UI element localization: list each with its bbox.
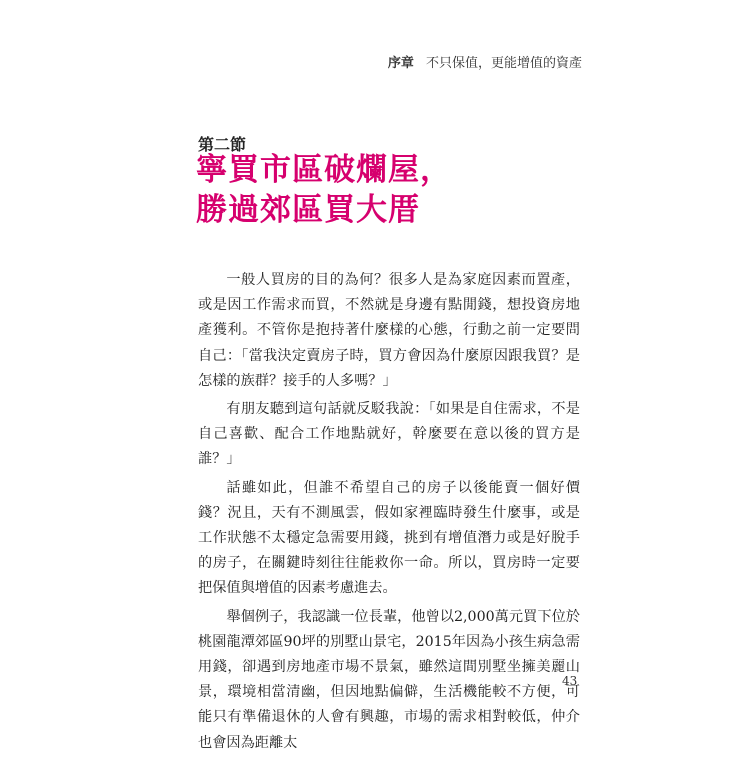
paragraph: 有朋友聽到這句話就反駁我說：「如果是自住需求，不是自己喜歡、配合工作地點就好，幹麼要在意以後的買方是誰？」	[198, 401, 580, 468]
paragraph: 舉個例子，我認識一位長輩，他曾以2,000萬元買下位於桃園龍潭郊區90坪的別墅山景宅，2015年因為小孩生病急需用錢，卻遇到房地產市場不景氣，雖然這間別墅坐擁美麗山景，環境相當清幽，但因地點偏僻，生活機能較不方便，可能只有準備退休的人會有興趣，市場的需求相對較低，仲介也會因為距離太	[198, 608, 580, 751]
page-number: 43	[562, 674, 578, 688]
running-header	[388, 52, 582, 71]
paragraph: 話雖如此，但誰不希望自己的房子以後能賣一個好價錢？況且，天有不測風雲，假如家裡臨時發生什麼事，或是工作狀態不太穩定急需要用錢，挑到有增值潛力或是好脫手的房子，在關鍵時刻往往能救你一命。所以，買房時一定要把保值與增值的因素考慮進去。	[198, 479, 580, 597]
section-title	[196, 150, 452, 230]
paragraph: 一般人買房的目的為何？很多人是為家庭因素而置產，或是因工作需求而買，不然就是身邊有點閒錢，想投資房地產獲利。不管你是抱持著什麼樣的心態，行動之前一定要問自己：「當我決定賣房子時，買方會因為什麼原因跟我買？是怎樣的族群？接手的人多嗎？」	[198, 272, 580, 389]
chapter-label: 序章	[387, 56, 414, 71]
body-text	[198, 268, 580, 759]
chapter-subtitle: 不只保值，更能增值的資產	[425, 56, 582, 71]
section-title-line-1: 寧買市區破爛屋，	[196, 152, 452, 188]
section-title-line-2: 勝過郊區買大厝	[196, 192, 420, 228]
section-label: 第二節	[198, 135, 247, 154]
